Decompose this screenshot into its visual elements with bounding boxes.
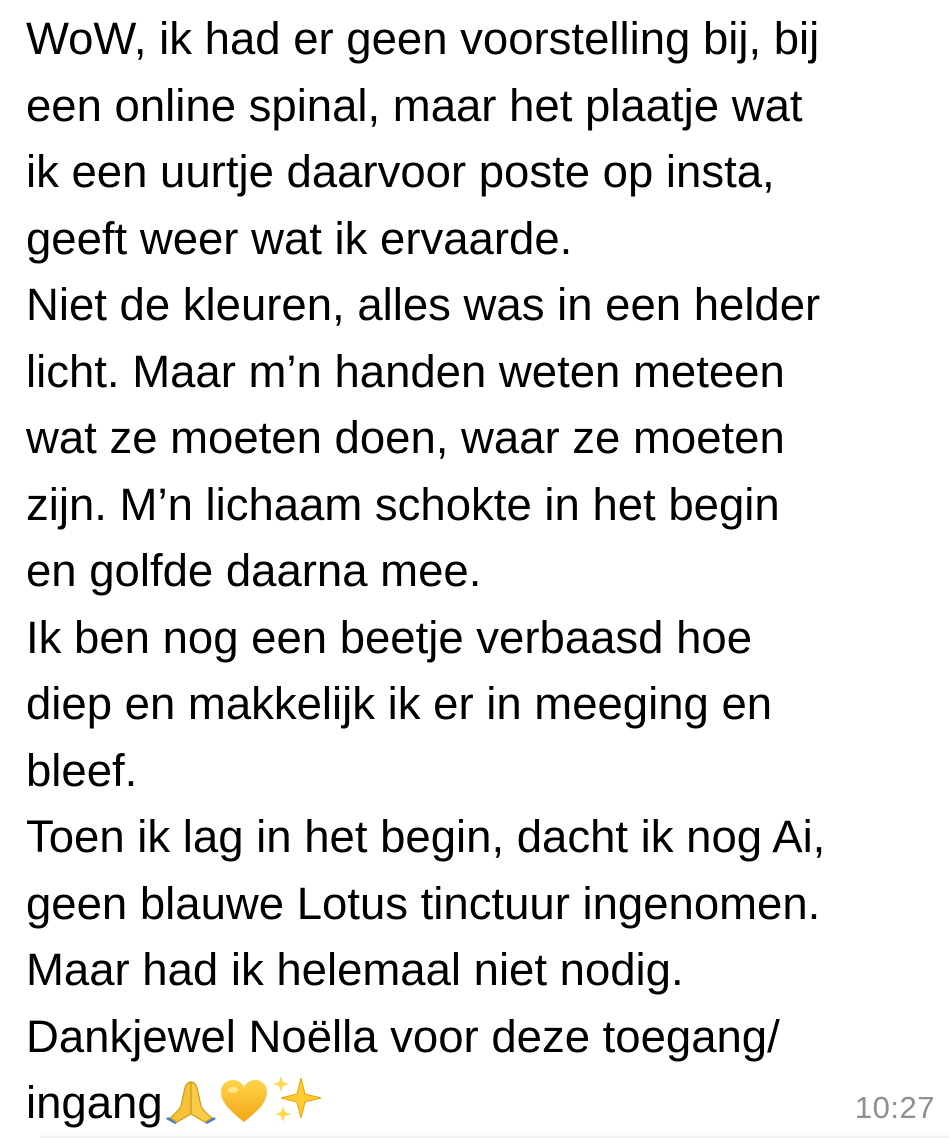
message-line: licht. Maar m’n handen weten meteen bbox=[26, 345, 785, 397]
folded-hands-icon bbox=[165, 1076, 217, 1124]
message-line: en golfde daarna mee. bbox=[26, 545, 482, 596]
message-line: Ik ben nog een beetje verbaasd hoe bbox=[26, 611, 753, 663]
message-text bbox=[26, 6, 941, 1137]
sparkles-icon bbox=[271, 1074, 323, 1124]
message-line: WoW, ik had er geen voorstelling bij, bij bbox=[26, 13, 820, 64]
message-line: een online spinal, maar het plaatje wat bbox=[26, 79, 803, 131]
message-line: ik een uurtje daarvoor poste op insta, bbox=[26, 146, 775, 197]
message-line: bleef. bbox=[26, 744, 138, 796]
message-line: Niet de kleuren, alles was in een helder bbox=[26, 279, 821, 330]
message-timestamp: 10:27 bbox=[854, 1090, 935, 1125]
message-line: geeft weer wat ik ervaarde. bbox=[26, 212, 573, 264]
message-last-line bbox=[26, 1070, 941, 1137]
bubble-shadow bbox=[40, 1134, 949, 1138]
yellow-heart-icon bbox=[219, 1078, 269, 1124]
message-line: zijn. M’n lichaam schokte in het begin bbox=[26, 478, 780, 530]
message-line: Toen ik lag in het begin, dacht ik nog Ai, bbox=[26, 811, 826, 862]
message-line: diep en makkelijk ik er in meeging en bbox=[26, 678, 773, 729]
message-line: Maar had ik helemaal niet nodig. bbox=[26, 944, 684, 995]
message-line: geen blauwe Lotus tinctuur ingenomen. bbox=[26, 877, 821, 929]
message-line: ingang bbox=[26, 1077, 163, 1128]
message-line: Dankjewel Noëlla voor deze toegang/ bbox=[26, 1010, 780, 1062]
message-line: wat ze moeten doen, waar ze moeten bbox=[26, 412, 785, 463]
